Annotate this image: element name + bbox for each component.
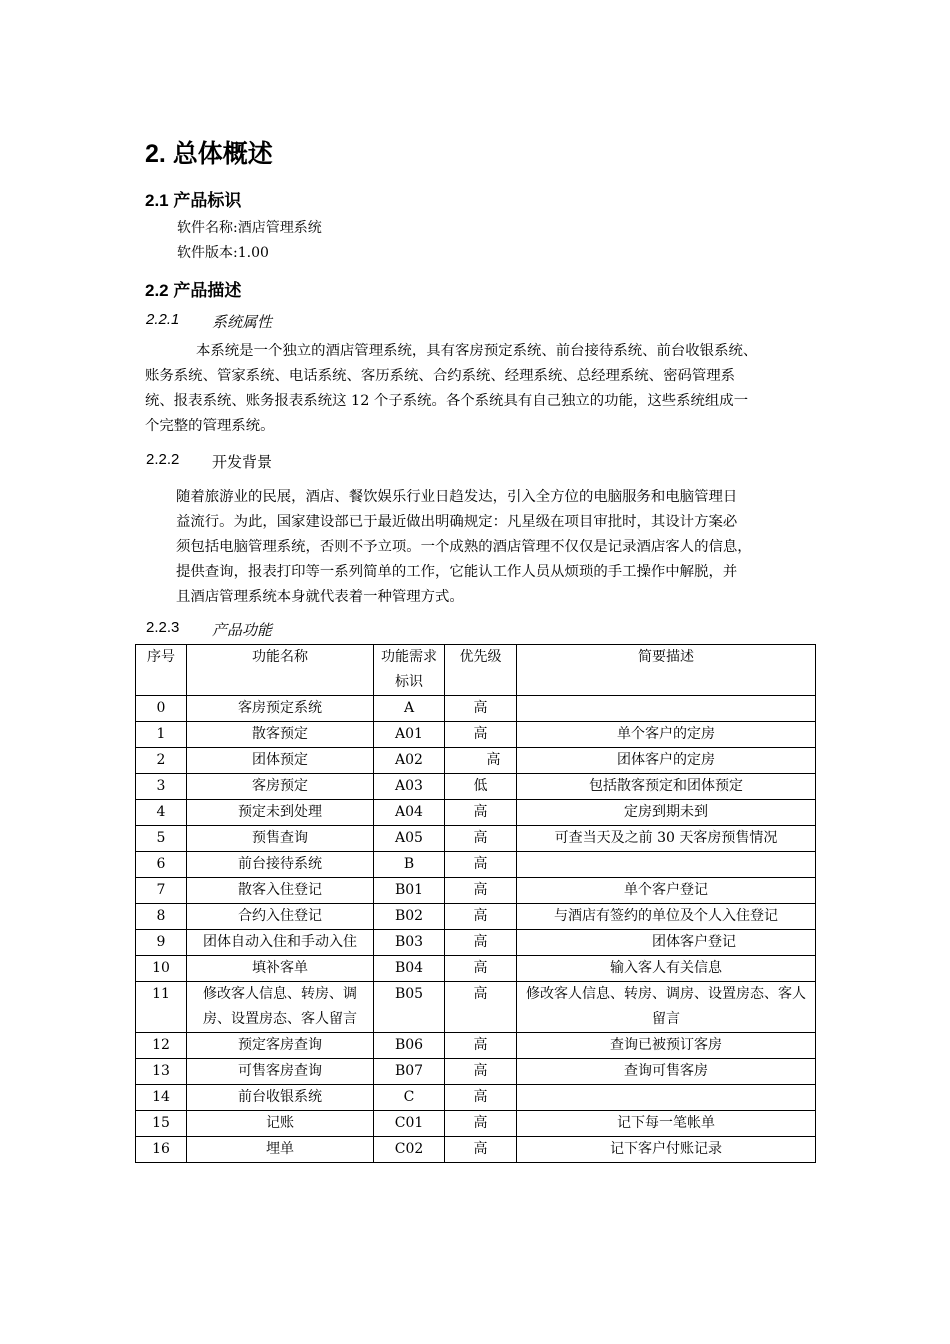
cell-function-name: 客房预定系统 <box>187 696 374 722</box>
cell-description <box>517 852 816 878</box>
cell-requirement-id: B07 <box>374 1059 445 1085</box>
cell-function-name: 预定未到处理 <box>187 800 374 826</box>
cell-description: 可查当天及之前 30 天客房预售情况 <box>517 826 816 852</box>
cell-requirement-id: C02 <box>374 1137 445 1163</box>
cell-requirement-id: A05 <box>374 826 445 852</box>
cell-requirement-id: B <box>374 852 445 878</box>
cell-index: 11 <box>136 982 187 1033</box>
cell-description: 单个客户登记 <box>517 878 816 904</box>
header-function-name: 功能名称 <box>187 645 374 696</box>
table-row <box>136 930 816 956</box>
cell-priority: 高 <box>445 722 517 748</box>
cell-index: 1 <box>136 722 187 748</box>
cell-function-name: 预定客房查询 <box>187 1033 374 1059</box>
table-row <box>136 722 816 748</box>
software-name-line: 软件名称:酒店管理系统 <box>177 220 322 236</box>
cell-requirement-id: B06 <box>374 1033 445 1059</box>
cell-priority: 高 <box>445 826 517 852</box>
cell-index: 6 <box>136 852 187 878</box>
cell-description: 查询可售客房 <box>517 1059 816 1085</box>
section-2-2-1-number: 2.2.1 <box>146 311 180 328</box>
cell-index: 10 <box>136 956 187 982</box>
cell-function-name: 前台接待系统 <box>187 852 374 878</box>
cell-index: 9 <box>136 930 187 956</box>
attr-para-line-1: 本系统是一个独立的酒店管理系统，具有客房预定系统、前台接待系统、前台收银系统、 <box>196 343 758 359</box>
table-row <box>136 1085 816 1111</box>
cell-requirement-id: B02 <box>374 904 445 930</box>
cell-priority: 高 <box>445 852 517 878</box>
cell-description: 定房到期未到 <box>517 800 816 826</box>
header-requirement-id: 功能需求标识 <box>374 645 445 696</box>
cell-priority: 高 <box>445 930 517 956</box>
cell-function-name: 客房预定 <box>187 774 374 800</box>
cell-index: 7 <box>136 878 187 904</box>
cell-requirement-id: B04 <box>374 956 445 982</box>
cell-requirement-id: C <box>374 1085 445 1111</box>
section-2-2-1-title: 系统属性 <box>212 313 273 331</box>
cell-index: 13 <box>136 1059 187 1085</box>
cell-index: 15 <box>136 1111 187 1137</box>
cell-description: 查询已被预订客房 <box>517 1033 816 1059</box>
cell-priority: 高 <box>445 748 517 774</box>
cell-function-name: 合约入住登记 <box>187 904 374 930</box>
cell-priority: 高 <box>445 878 517 904</box>
table-row <box>136 878 816 904</box>
table-row <box>136 1033 816 1059</box>
cell-index: 3 <box>136 774 187 800</box>
cell-function-name: 团体预定 <box>187 748 374 774</box>
table-row <box>136 696 816 722</box>
table-row <box>136 774 816 800</box>
cell-requirement-id: A01 <box>374 722 445 748</box>
cell-index: 14 <box>136 1085 187 1111</box>
table-row <box>136 852 816 878</box>
cell-description: 记下客户付账记录 <box>517 1137 816 1163</box>
cell-priority: 低 <box>445 774 517 800</box>
cell-function-name: 预售查询 <box>187 826 374 852</box>
table-row <box>136 982 816 1033</box>
cell-description: 修改客人信息、转房、调房、设置房态、客人留言 <box>517 982 816 1033</box>
cell-index: 0 <box>136 696 187 722</box>
section-2-2-2-title: 开发背景 <box>212 453 273 471</box>
cell-requirement-id: A03 <box>374 774 445 800</box>
cell-description: 输入客人有关信息 <box>517 956 816 982</box>
cell-description: 包括散客预定和团体预定 <box>517 774 816 800</box>
cell-function-name: 修改客人信息、转房、调房、设置房态、客人留言 <box>187 982 374 1033</box>
cell-index: 5 <box>136 826 187 852</box>
header-priority: 优先级 <box>445 645 517 696</box>
cell-index: 8 <box>136 904 187 930</box>
cell-priority: 高 <box>445 1085 517 1111</box>
bg-para-line-1: 随着旅游业的民展，酒店、餐饮娱乐行业日趋发达，引入全方位的电脑服务和电脑管理日 <box>176 489 738 505</box>
cell-description: 单个客户的定房 <box>517 722 816 748</box>
cell-description: 记下每一笔帐单 <box>517 1111 816 1137</box>
bg-para-line-5: 且酒店管理系统本身就代表着一种管理方式。 <box>176 589 464 605</box>
header-description: 简要描述 <box>517 645 816 696</box>
table-row <box>136 904 816 930</box>
function-table <box>135 644 816 1163</box>
cell-priority: 高 <box>445 800 517 826</box>
software-version-line: 软件版本:1.00 <box>177 245 269 261</box>
table-header-row <box>136 645 816 696</box>
cell-index: 16 <box>136 1137 187 1163</box>
cell-requirement-id: B05 <box>374 982 445 1033</box>
cell-function-name: 团体自动入住和手动入住 <box>187 930 374 956</box>
cell-requirement-id: A02 <box>374 748 445 774</box>
cell-function-name: 散客入住登记 <box>187 878 374 904</box>
cell-requirement-id: A04 <box>374 800 445 826</box>
cell-index: 2 <box>136 748 187 774</box>
header-index: 序号 <box>136 645 187 696</box>
cell-priority: 高 <box>445 1137 517 1163</box>
section-2-2-title: 2.2 产品描述 <box>145 281 242 300</box>
table-row <box>136 956 816 982</box>
cell-priority: 高 <box>445 1111 517 1137</box>
cell-requirement-id: A <box>374 696 445 722</box>
section-2-2-3-number: 2.2.3 <box>146 619 180 636</box>
section-2-1-title: 2.1 产品标识 <box>145 191 242 210</box>
bg-para-line-3: 须包括电脑管理系统，否则不予立项。一个成熟的酒店管理不仅仅是记录酒店客人的信息， <box>176 539 752 555</box>
table-row <box>136 1059 816 1085</box>
table-row <box>136 1111 816 1137</box>
attr-para-line-3: 统、报表系统、账务报表系统这 12 个子系统。各个系统具有自己独立的功能，这些系统组成一 <box>145 393 749 409</box>
cell-function-name: 记账 <box>187 1111 374 1137</box>
cell-priority: 高 <box>445 956 517 982</box>
section-2-2-2-number: 2.2.2 <box>146 451 180 468</box>
cell-priority: 高 <box>445 696 517 722</box>
bg-para-line-2: 益流行。为此，国家建设部已于最近做出明确规定：凡星级在项目审批时，其设计方案必 <box>176 514 738 530</box>
cell-priority: 高 <box>445 1033 517 1059</box>
attr-para-line-4: 个完整的管理系统。 <box>145 418 275 434</box>
cell-function-name: 散客预定 <box>187 722 374 748</box>
attr-para-line-2: 账务系统、管家系统、电话系统、客历系统、合约系统、经理系统、总经理系统、密码管理系 <box>145 368 736 384</box>
table-row <box>136 800 816 826</box>
table-row <box>136 1137 816 1163</box>
heading-overview: 2. 总体概述 <box>145 140 273 168</box>
table-row <box>136 826 816 852</box>
cell-description: 与酒店有签约的单位及个人入住登记 <box>517 904 816 930</box>
cell-description: 团体客户的定房 <box>517 748 816 774</box>
cell-requirement-id: B03 <box>374 930 445 956</box>
cell-index: 12 <box>136 1033 187 1059</box>
cell-description: 团体客户登记 <box>517 930 816 956</box>
table-row <box>136 748 816 774</box>
cell-priority: 高 <box>445 982 517 1033</box>
cell-requirement-id: B01 <box>374 878 445 904</box>
cell-requirement-id: C01 <box>374 1111 445 1137</box>
cell-description <box>517 1085 816 1111</box>
cell-description <box>517 696 816 722</box>
cell-function-name: 可售客房查询 <box>187 1059 374 1085</box>
cell-function-name: 前台收银系统 <box>187 1085 374 1111</box>
cell-function-name: 填补客单 <box>187 956 374 982</box>
bg-para-line-4: 提供查询，报表打印等一系列简单的工作，它能认工作人员从烦琐的手工操作中解脱，并 <box>176 564 738 580</box>
section-2-2-3-title: 产品功能 <box>212 621 273 639</box>
cell-function-name: 埋单 <box>187 1137 374 1163</box>
cell-priority: 高 <box>445 1059 517 1085</box>
cell-priority: 高 <box>445 904 517 930</box>
cell-index: 4 <box>136 800 187 826</box>
